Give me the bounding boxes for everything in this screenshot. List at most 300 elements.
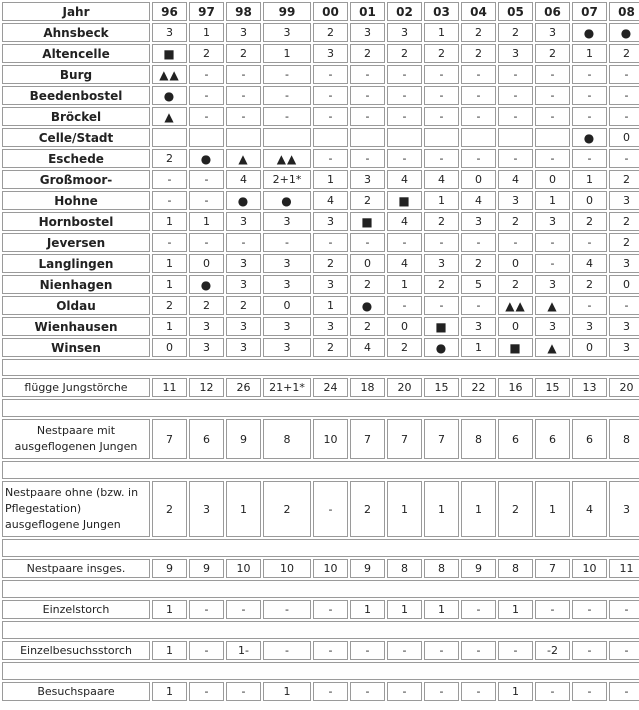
value-cell: - (350, 65, 385, 84)
value-cell: - (387, 682, 422, 701)
value-cell: - (387, 86, 422, 105)
value-cell: - (461, 600, 496, 619)
value-cell: 8 (263, 419, 311, 459)
table-row (2, 149, 639, 168)
value-cell: 24 (313, 378, 348, 397)
value-cell: 3 (498, 191, 533, 210)
value-cell: 1- (226, 641, 261, 660)
spacer-row (2, 461, 639, 479)
stork-symbol: ▲ (535, 296, 570, 315)
value-cell: 2 (461, 254, 496, 273)
header-year: 00 (313, 2, 348, 21)
value-cell: 3 (313, 317, 348, 336)
value-cell: 1 (424, 600, 459, 619)
value-cell: 2 (152, 296, 187, 315)
value-cell: - (189, 641, 224, 660)
value-cell: - (461, 149, 496, 168)
value-cell: 8 (424, 559, 459, 578)
value-cell: 8 (498, 559, 533, 578)
summary-label: Besuchspaare (2, 682, 150, 701)
spacer-cell (2, 539, 639, 557)
summary-row (2, 682, 639, 701)
stork-symbol: ■ (498, 338, 533, 357)
value-cell: - (498, 107, 533, 126)
header-year: 99 (263, 2, 311, 21)
value-cell: 1 (424, 191, 459, 210)
value-cell: 4 (313, 191, 348, 210)
stork-symbol: ● (572, 128, 607, 147)
spacer-cell (2, 662, 639, 680)
value-cell: 1 (424, 481, 459, 537)
stork-symbol: ▲ (152, 107, 187, 126)
value-cell (152, 128, 187, 147)
value-cell: - (226, 65, 261, 84)
value-cell: - (313, 65, 348, 84)
value-cell: 3 (226, 23, 261, 42)
header-year: 01 (350, 2, 385, 21)
value-cell: 2 (498, 481, 533, 537)
value-cell: - (313, 481, 348, 537)
header-year: 05 (498, 2, 533, 21)
value-cell: 0 (461, 170, 496, 189)
value-cell: - (609, 65, 639, 84)
value-cell: 3 (387, 23, 422, 42)
value-cell: 1 (424, 23, 459, 42)
value-cell: 3 (226, 338, 261, 357)
value-cell: 3 (263, 23, 311, 42)
value-cell: 2 (498, 275, 533, 294)
value-cell: - (313, 107, 348, 126)
summary-row (2, 419, 639, 459)
value-cell: 2 (387, 44, 422, 63)
value-cell: 10 (226, 559, 261, 578)
value-cell: - (498, 233, 533, 252)
value-cell: - (387, 65, 422, 84)
value-cell: 2 (572, 212, 607, 231)
spacer-row (2, 580, 639, 598)
value-cell: 3 (263, 254, 311, 273)
value-cell: - (572, 600, 607, 619)
table-row (2, 254, 639, 273)
stork-symbol: ● (350, 296, 385, 315)
value-cell: - (189, 191, 224, 210)
value-cell: - (609, 149, 639, 168)
value-cell (226, 128, 261, 147)
value-cell: 1 (152, 254, 187, 273)
value-cell: 2 (189, 44, 224, 63)
summary-label: Einzelbesuchsstorch (2, 641, 150, 660)
value-cell: 0 (350, 254, 385, 273)
place-name: Burg (2, 65, 150, 84)
value-cell: - (572, 107, 607, 126)
value-cell: 6 (498, 419, 533, 459)
value-cell: 3 (226, 254, 261, 273)
value-cell: 3 (313, 44, 348, 63)
value-cell: 1 (498, 600, 533, 619)
value-cell: 2 (424, 212, 459, 231)
value-cell: 3 (350, 23, 385, 42)
value-cell: 2 (313, 254, 348, 273)
spacer-row (2, 621, 639, 639)
stork-symbol: ● (226, 191, 261, 210)
spacer-row (2, 359, 639, 376)
place-name: Großmoor- (2, 170, 150, 189)
value-cell: - (572, 65, 607, 84)
value-cell: 2 (461, 23, 496, 42)
value-cell: - (498, 149, 533, 168)
stork-symbol: ■ (387, 191, 422, 210)
value-cell: - (313, 600, 348, 619)
value-cell: - (387, 149, 422, 168)
table-row (2, 107, 639, 126)
header-year: 06 (535, 2, 570, 21)
value-cell: 1 (263, 682, 311, 701)
stork-symbol: ■ (152, 44, 187, 63)
value-cell: - (461, 65, 496, 84)
place-name: Altencelle (2, 44, 150, 63)
value-cell: 9 (189, 559, 224, 578)
value-cell: - (572, 682, 607, 701)
value-cell: - (189, 86, 224, 105)
value-cell: 1 (152, 600, 187, 619)
value-cell: 3 (313, 212, 348, 231)
place-name: Ahnsbeck (2, 23, 150, 42)
value-cell: 3 (572, 317, 607, 336)
summary-row (2, 378, 639, 397)
value-cell: - (189, 600, 224, 619)
table-row (2, 170, 639, 189)
table-row (2, 317, 639, 336)
value-cell: - (350, 149, 385, 168)
value-cell: 26 (226, 378, 261, 397)
value-cell: 3 (498, 44, 533, 63)
value-cell: 2 (313, 338, 348, 357)
value-cell: - (498, 65, 533, 84)
value-cell: 3 (350, 170, 385, 189)
value-cell: - (263, 86, 311, 105)
table-row (2, 128, 639, 147)
value-cell: - (226, 107, 261, 126)
value-cell: 1 (189, 23, 224, 42)
value-cell: 4 (387, 254, 422, 273)
value-cell: 8 (387, 559, 422, 578)
value-cell: 3 (189, 317, 224, 336)
value-cell: 2 (313, 23, 348, 42)
value-cell: - (263, 600, 311, 619)
value-cell: - (350, 233, 385, 252)
value-cell: 11 (609, 559, 639, 578)
header-year: 96 (152, 2, 187, 21)
value-cell: - (572, 296, 607, 315)
value-cell: 9 (152, 559, 187, 578)
summary-row (2, 641, 639, 660)
value-cell: - (609, 600, 639, 619)
value-cell: 1 (152, 212, 187, 231)
value-cell: 0 (609, 128, 639, 147)
header-year: 98 (226, 2, 261, 21)
value-cell: 3 (609, 191, 639, 210)
value-cell: 15 (535, 378, 570, 397)
value-cell: - (350, 641, 385, 660)
value-cell (535, 128, 570, 147)
stork-symbol: ● (609, 23, 639, 42)
value-cell: 7 (535, 559, 570, 578)
spacer-cell (2, 621, 639, 639)
value-cell: 15 (424, 378, 459, 397)
value-cell: 3 (461, 212, 496, 231)
value-cell: - (498, 86, 533, 105)
value-cell: 0 (152, 338, 187, 357)
value-cell: 3 (461, 317, 496, 336)
value-cell: -2 (535, 641, 570, 660)
header-row (2, 2, 639, 21)
value-cell: 1 (535, 481, 570, 537)
value-cell: 2+1* (263, 170, 311, 189)
value-cell: 20 (387, 378, 422, 397)
value-cell: 3 (609, 338, 639, 357)
table-row (2, 65, 639, 84)
value-cell: 2 (609, 44, 639, 63)
value-cell: 1 (387, 481, 422, 537)
value-cell: 4 (572, 481, 607, 537)
value-cell: - (313, 86, 348, 105)
value-cell: - (263, 107, 311, 126)
place-name: Jeversen (2, 233, 150, 252)
value-cell: 8 (461, 419, 496, 459)
value-cell: - (572, 149, 607, 168)
value-cell: 4 (461, 191, 496, 210)
value-cell: 4 (572, 254, 607, 273)
value-cell: 1 (461, 481, 496, 537)
value-cell: 0 (189, 254, 224, 273)
value-cell: 2 (424, 275, 459, 294)
value-cell (461, 128, 496, 147)
header-year: 97 (189, 2, 224, 21)
place-name: Wienhausen (2, 317, 150, 336)
value-cell: - (609, 641, 639, 660)
stork-symbol: ● (189, 275, 224, 294)
value-cell: 3 (535, 317, 570, 336)
value-cell: 3 (226, 212, 261, 231)
table-row (2, 191, 639, 210)
value-cell: 3 (152, 23, 187, 42)
value-cell: 6 (189, 419, 224, 459)
value-cell: 10 (572, 559, 607, 578)
value-cell: - (350, 682, 385, 701)
value-cell: - (461, 296, 496, 315)
value-cell: - (313, 149, 348, 168)
value-cell: 8 (609, 419, 639, 459)
value-cell: 2 (350, 481, 385, 537)
stork-symbol: ▲ (535, 338, 570, 357)
place-name: Oldau (2, 296, 150, 315)
value-cell: 0 (572, 191, 607, 210)
value-cell: - (424, 296, 459, 315)
value-cell (498, 128, 533, 147)
header-year: 04 (461, 2, 496, 21)
value-cell: - (226, 233, 261, 252)
value-cell: 9 (350, 559, 385, 578)
value-cell: - (226, 600, 261, 619)
value-cell: 0 (572, 338, 607, 357)
value-cell: - (535, 682, 570, 701)
value-cell: 1 (152, 682, 187, 701)
value-cell (424, 128, 459, 147)
value-cell: 3 (609, 254, 639, 273)
value-cell: 12 (189, 378, 224, 397)
summary-label: Einzelstorch (2, 600, 150, 619)
value-cell: 9 (226, 419, 261, 459)
value-cell: 2 (350, 191, 385, 210)
value-cell: 1 (189, 212, 224, 231)
value-cell: - (152, 191, 187, 210)
stork-symbol: ▲▲ (263, 149, 311, 168)
value-cell: - (461, 86, 496, 105)
value-cell: - (424, 641, 459, 660)
summary-row (2, 481, 639, 537)
place-name: Beedenbostel (2, 86, 150, 105)
value-cell: 11 (152, 378, 187, 397)
value-cell: 1 (226, 481, 261, 537)
place-name: Langlingen (2, 254, 150, 273)
value-cell: - (609, 296, 639, 315)
value-cell: 1 (387, 600, 422, 619)
value-cell: 7 (387, 419, 422, 459)
value-cell: - (189, 170, 224, 189)
summary-label: Nestpaare ohne (bzw. in Pflegestation) ausgeflogene Jungen (2, 481, 150, 537)
stork-symbol: ● (572, 23, 607, 42)
value-cell: - (424, 233, 459, 252)
spacer-cell (2, 399, 639, 417)
value-cell: 3 (189, 338, 224, 357)
value-cell: 3 (535, 23, 570, 42)
table-row (2, 338, 639, 357)
value-cell: 2 (152, 481, 187, 537)
value-cell: - (535, 600, 570, 619)
value-cell: 0 (387, 317, 422, 336)
value-cell: 1 (152, 317, 187, 336)
value-cell: 9 (461, 559, 496, 578)
table-body (2, 2, 639, 701)
value-cell: 4 (424, 170, 459, 189)
value-cell: 2 (461, 44, 496, 63)
value-cell: 1 (313, 296, 348, 315)
value-cell: 2 (609, 233, 639, 252)
summary-label: flügge Jungstörche (2, 378, 150, 397)
value-cell: 2 (263, 481, 311, 537)
value-cell: - (609, 86, 639, 105)
value-cell: - (572, 641, 607, 660)
value-cell: - (313, 233, 348, 252)
value-cell: 16 (498, 378, 533, 397)
value-cell: 5 (461, 275, 496, 294)
value-cell: - (609, 107, 639, 126)
stork-symbol: ■ (424, 317, 459, 336)
value-cell: - (424, 682, 459, 701)
table-row (2, 233, 639, 252)
table-row (2, 23, 639, 42)
value-cell: 1 (387, 275, 422, 294)
table-row (2, 44, 639, 63)
value-cell: 3 (263, 317, 311, 336)
value-cell: - (189, 233, 224, 252)
stork-symbol: ● (424, 338, 459, 357)
spacer-cell (2, 359, 639, 376)
header-year-label: Jahr (2, 2, 150, 21)
value-cell: - (535, 107, 570, 126)
value-cell: 0 (498, 317, 533, 336)
value-cell: 1 (313, 170, 348, 189)
value-cell: 0 (609, 275, 639, 294)
value-cell: - (535, 254, 570, 273)
summary-label: Nestpaare mit ausgeflogenen Jungen (2, 419, 150, 459)
spacer-row (2, 399, 639, 417)
value-cell: 1 (152, 275, 187, 294)
value-cell: - (152, 170, 187, 189)
value-cell: - (387, 233, 422, 252)
value-cell: 1 (535, 191, 570, 210)
value-cell: 1 (572, 44, 607, 63)
place-name: Eschede (2, 149, 150, 168)
value-cell: - (424, 86, 459, 105)
place-name: Hornbostel (2, 212, 150, 231)
value-cell: - (387, 107, 422, 126)
spacer-cell (2, 461, 639, 479)
value-cell: - (461, 682, 496, 701)
value-cell: - (498, 641, 533, 660)
value-cell (350, 128, 385, 147)
value-cell: - (461, 233, 496, 252)
value-cell: 1 (498, 682, 533, 701)
value-cell: - (461, 641, 496, 660)
value-cell: 2 (189, 296, 224, 315)
value-cell: 3 (263, 275, 311, 294)
value-cell: - (461, 107, 496, 126)
value-cell: - (189, 107, 224, 126)
value-cell: - (609, 682, 639, 701)
summary-label: Nestpaare insges. (2, 559, 150, 578)
stork-symbol: ● (152, 86, 187, 105)
value-cell: 21+1* (263, 378, 311, 397)
value-cell: - (535, 149, 570, 168)
value-cell: 0 (498, 254, 533, 273)
value-cell: 3 (609, 317, 639, 336)
value-cell: 2 (226, 296, 261, 315)
place-name: Bröckel (2, 107, 150, 126)
value-cell: - (350, 86, 385, 105)
value-cell: 10 (263, 559, 311, 578)
value-cell: 7 (152, 419, 187, 459)
summary-row (2, 600, 639, 619)
value-cell: 2 (609, 170, 639, 189)
value-cell: 3 (424, 254, 459, 273)
value-cell: 4 (226, 170, 261, 189)
value-cell: - (189, 682, 224, 701)
value-cell: 2 (424, 44, 459, 63)
value-cell: 7 (424, 419, 459, 459)
value-cell: - (226, 86, 261, 105)
header-year: 07 (572, 2, 607, 21)
value-cell: - (350, 107, 385, 126)
summary-row (2, 559, 639, 578)
stork-symbol: ▲ (226, 149, 261, 168)
value-cell: 6 (572, 419, 607, 459)
stork-symbol: ● (263, 191, 311, 210)
value-cell: 2 (350, 275, 385, 294)
table-row (2, 86, 639, 105)
header-year: 03 (424, 2, 459, 21)
value-cell: 4 (387, 212, 422, 231)
